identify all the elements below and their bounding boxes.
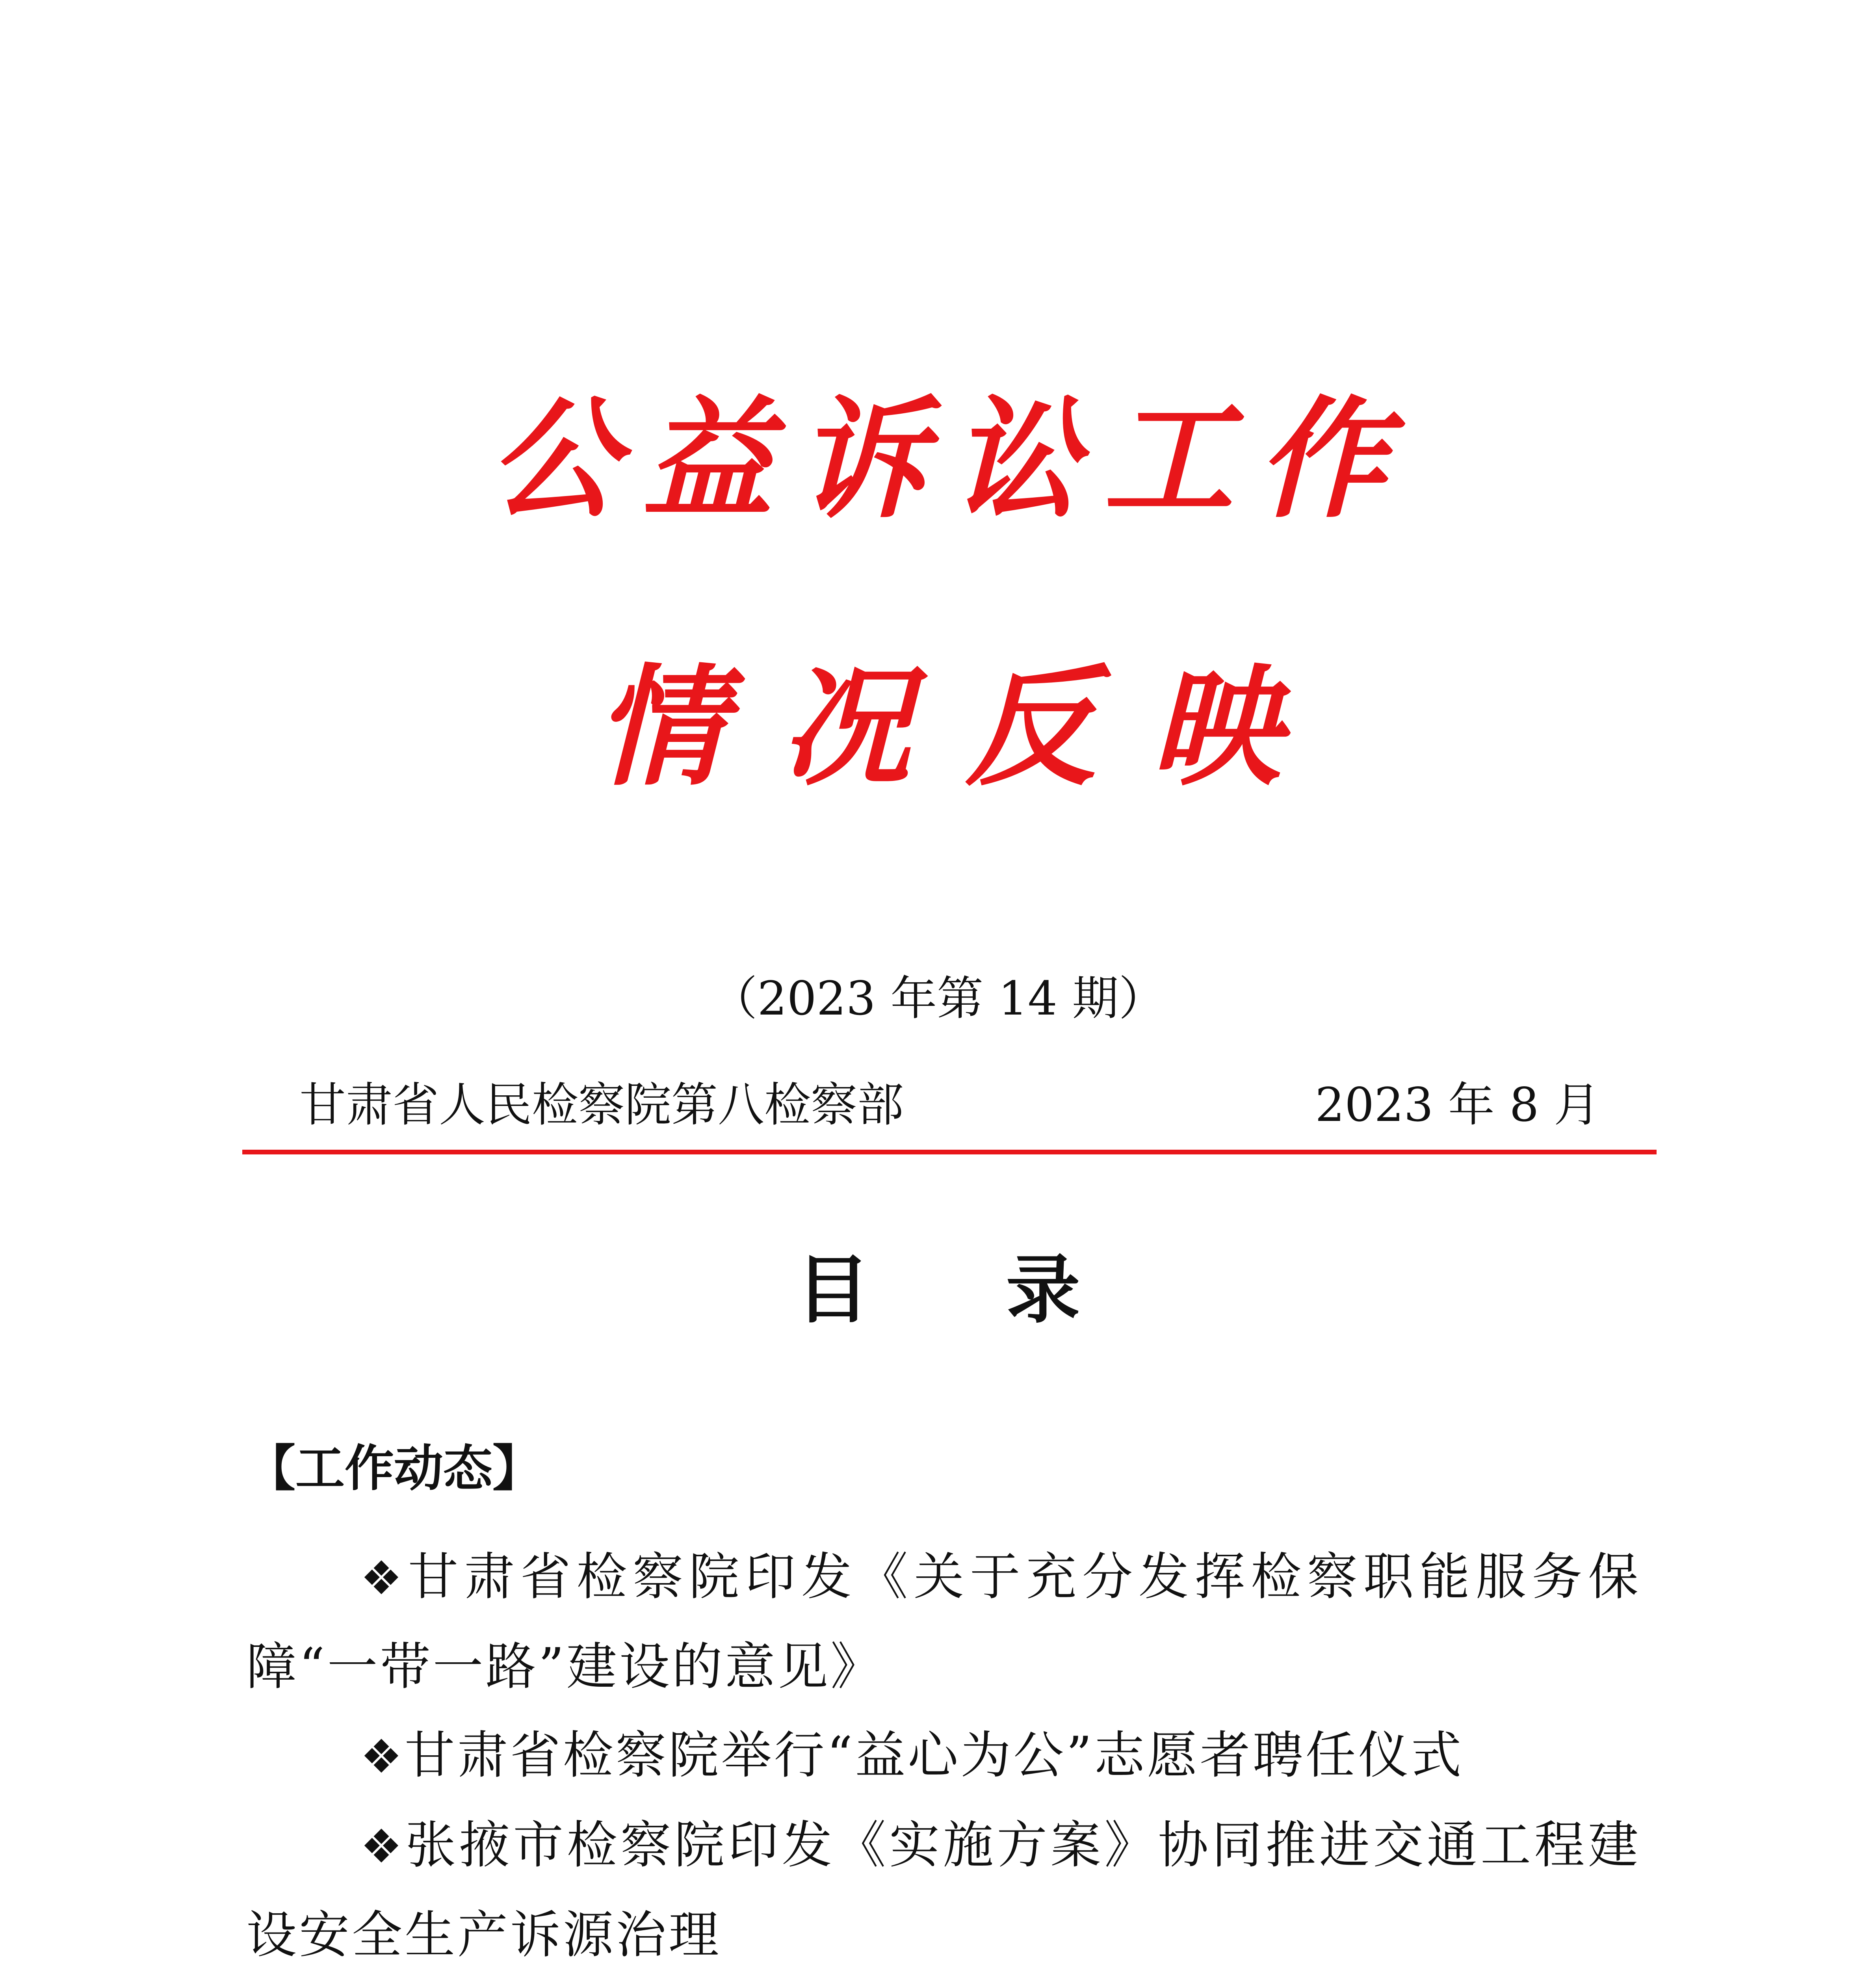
toc-item-text: 甘肃省检察院举行“益心为公”志愿者聘任仪式	[404, 1726, 1464, 1785]
header-divider	[242, 1150, 1657, 1154]
toc-list	[246, 1533, 1641, 1970]
toc-item[interactable]	[246, 1533, 1641, 1711]
toc-item-text: 张掖市检察院印发《实施方案》协同推进交通工程建设安全生产诉源治理	[246, 1816, 1641, 1964]
issue-date: 2023 年 8 月	[1315, 1078, 1600, 1132]
document-title-line-2: 情况反映	[595, 650, 1336, 803]
diamond-bullet-icon: ❖	[360, 1819, 406, 1873]
issuing-department: 甘肃省人民检察院第八检察部	[299, 1078, 904, 1132]
document-title-line-1: 公益诉讼工作	[489, 383, 1411, 535]
issue-number: （2023 年第 14 期）	[711, 971, 1165, 1026]
toc-item-text: 甘肃省检察院印发《关于充分发挥检察职能服务保障“一带一路”建设的意见》	[246, 1548, 1641, 1696]
diamond-bullet-icon: ❖	[360, 1729, 405, 1784]
toc-item[interactable]	[246, 1801, 1641, 1970]
toc-item[interactable]	[246, 1711, 1641, 1801]
toc-heading: 目 录	[796, 1246, 1135, 1333]
diamond-bullet-icon: ❖	[360, 1551, 408, 1605]
toc-section-label: 【工作动态】	[246, 1440, 542, 1497]
